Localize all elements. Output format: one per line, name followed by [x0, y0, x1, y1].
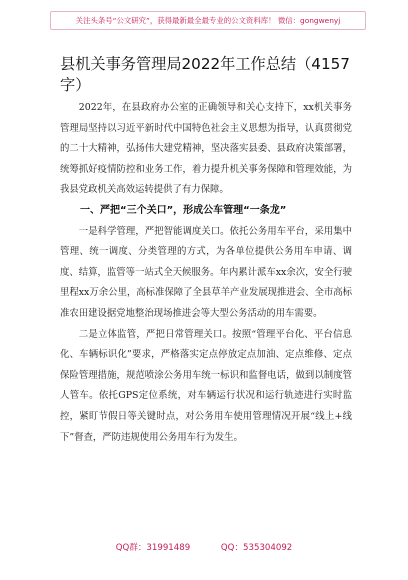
paragraph-scientific-management: 一是科学管理，严把智能调度关口。依托公务用车平台，采用集中管理、统一调度、分类管理的方式，为各单位提供公务用车申请、调度、结算，监管等一站式全天候服务。年内累计派车xx余次，安全行驶里程xx万余公里，高标准保障了全县草羊产业发展现推进会、全市高标准农田建设据党地整治现场推进会等大型公务活动的用车需要。 [60, 225, 352, 319]
paragraph-intro: 2022年，在县政府办公室的正确领导和关心支持下，xx机关事务管理局坚持以习近平新时代中国特色社会主义思想为指导，认真贯彻党的二十大精神，弘扬伟大建党精神，坚决落实县委、县政府决策部署，统筹抓好疫情防控和业务工作，着力提升机关事务保障和管理效能，为我县党政机关高效运转提供了有力保障。 [60, 102, 352, 196]
footer-qq-group: QQ群：31991489 [115, 543, 191, 553]
paragraph-supervision: 二是立体监管，严把日常管理关口。按照“管理平台化、平台信息化、车辆标识化”要求，严格落实定点停放定点加油、定点维修、定点保险管理措施，规范喷涂公务用车统一标识和监督电话，做到以制度管人管车。依托GPS定位系统，对车辆运行状况和运行轨迹进行实时监控，紧盯节假日等关键时点，对公务用车使用管理情况开展“线上+线下”督查，严防违规使用公务用车行为发生。 [60, 328, 352, 443]
banner-text: 关注头条号“公文研究”，获得最新最全最专业的公文资料库！ 微信：gongwenyj [75, 16, 341, 25]
document-body [60, 98, 352, 448]
footer-contact [0, 540, 408, 556]
top-promo-banner [50, 11, 366, 30]
section-heading-1: 一、严把“三个关口”，形成公车管理“一条龙” [80, 204, 287, 216]
document-title: 县机关事务管理局2022年工作总结（4157字） [60, 55, 350, 94]
footer-qq: QQ：535304092 [220, 543, 293, 553]
